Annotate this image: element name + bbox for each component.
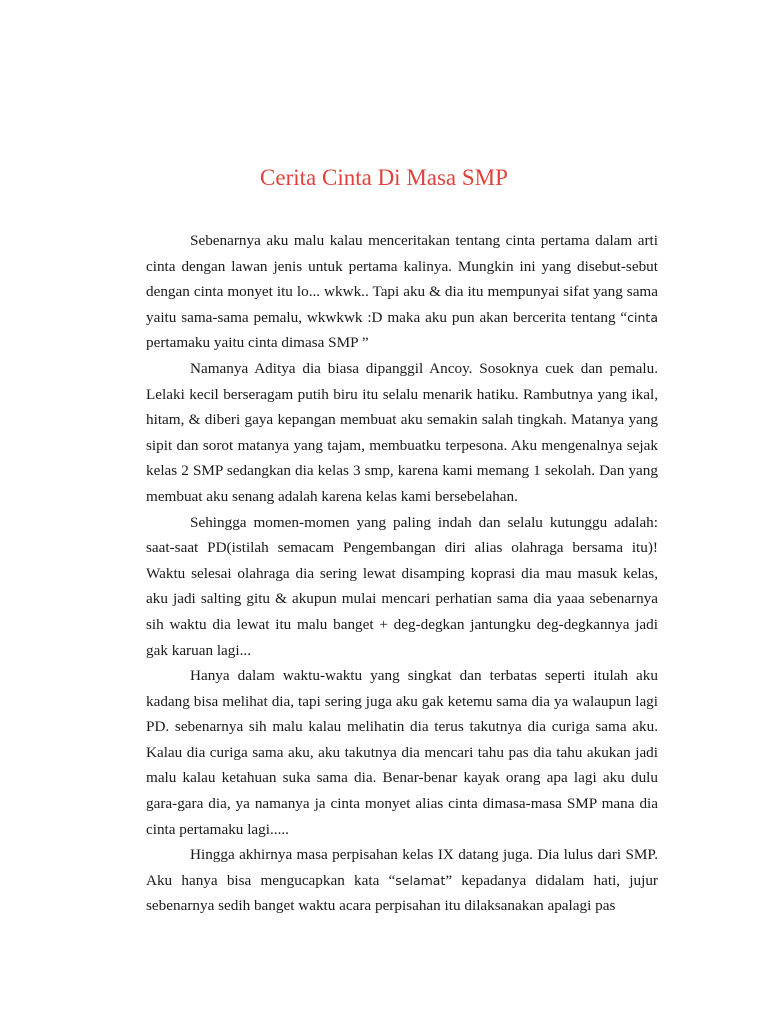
paragraph-5 [146, 842, 658, 919]
document-title: Cerita Cinta Di Masa SMP [260, 165, 508, 190]
document-body [146, 228, 658, 919]
paragraph-4: Hanya dalam waktu-waktu yang singkat dan terbatas seperti itulah aku kadang bisa melihat dia, tapi sering juga aku gak ketemu sama dia ya walaupun lagi PD. sebenarnya sih malu kalau melihatin dia terus takutnya dia curiga sama aku. Kalau dia curiga sama aku, aku takutnya dia mencari tahu pas dia tahu akukan jadi malu kalau ketahuan suka sama dia. Benar-benar kayak orang apa lagi aku dulu gara-gara dia, ya namanya ja cinta monyet alias cinta dimasa-masa SMP mana dia cinta pertamaku lagi..... [146, 667, 658, 838]
paragraph-5-text-b: ” kepadanya didalam hati, jujur sebenarnya sedih banget waktu acara perpisahan itu dilaksanakan apalagi pas [146, 871, 658, 915]
paragraph-3: Sehingga momen-momen yang paling indah dan selalu kutunggu adalah: saat-saat PD(istilah semacam Pengembangan diri alias olahraga bersama itu)! Waktu selesai olahraga dia sering lewat disamping koprasi dia mau masuk kelas, aku jadi salting gitu & akupun mulai mencari perhatian sama dia yaaa sebenarnya sih waktu dia lewat itu malu banget + deg-degkan jantungku deg-degkannya jadi gak karuan lagi... [146, 513, 658, 659]
paragraph-1 [146, 228, 658, 356]
paragraph-5-text-a: Hingga akhirnya masa perpisahan kelas IX datang juga. Dia lulus dari SMP. Aku hanya bisa mengucapkan kata “ [146, 846, 658, 889]
paragraph-1-text-b: pertamaku yaitu cinta dimasa SMP ” [146, 334, 369, 352]
paragraph-2: Namanya Aditya dia biasa dipanggil Ancoy. Sosoknya cuek dan pemalu. Lelaki kecil berseragam putih biru itu selalu menarik hatiku. Rambutnya yang ikal, hitam, & diberi gaya kepangan membuat aku semakin salah tingkah. Matanya yang sipit dan sorot matanya yang tajam, membuatku terpesona. Aku mengenalnya sejak kelas 2 SMP sedangkan dia kelas 3 smp, karena kami memang 1 sekolah. Dan yang membuat aku senang adalah karena kelas kami bersebelahan. [146, 359, 658, 505]
paragraph-1-quoted-word: cinta [627, 309, 658, 325]
paragraph-1-text-a: Sebenarnya aku malu kalau menceritakan tentang cinta pertama dalam arti cinta dengan lawan jenis untuk pertama kalinya. Mungkin ini yang disebut-sebut dengan cinta monyet itu lo... wkwk.. Tapi aku & dia itu mempunyai sifat yang sama yaitu sama-sama pemalu, wkwkwk :D maka aku pun akan bercerita tentang “ [146, 232, 658, 326]
paragraph-5-quoted-word: selamat [395, 872, 446, 888]
